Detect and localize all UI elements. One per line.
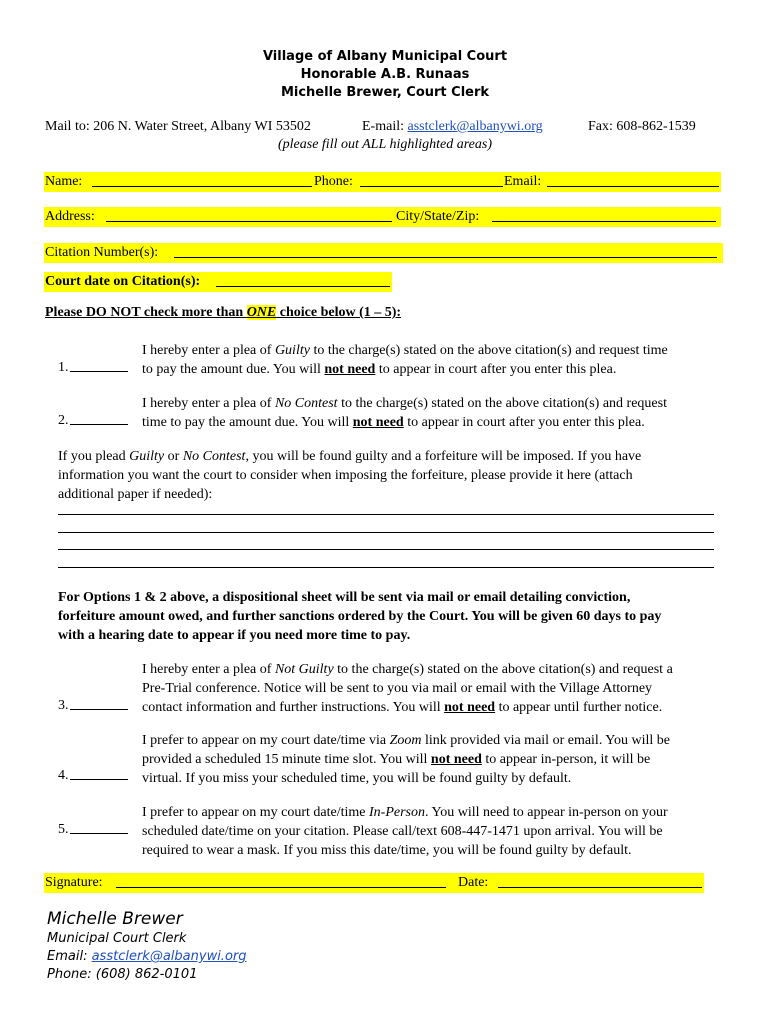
forfeiture-info: If you plead Guilty or No Contest, you will be found guilty and a forfeiture will be imposed. If you have information you want the court to consider when imposing the forfeiture, please provide it here (attach additional paper if needed): [58, 449, 642, 502]
citation-row [44, 243, 723, 263]
clerk-name: Michelle Brewer, Court Clerk [280, 85, 490, 100]
court-name: Village of Albany Municipal Court [262, 49, 508, 64]
date-input[interactable] [498, 875, 702, 888]
citation-label: Citation Number(s): [45, 245, 159, 260]
phone-label: Phone: [314, 174, 353, 189]
court-date-label: Court date on Citation(s): [45, 274, 201, 289]
option-5-checkbox[interactable] [70, 821, 128, 834]
email-label: E-mail: [362, 119, 408, 134]
footer-email-link[interactable]: asstclerk@albanywi.org [91, 949, 247, 964]
phone-input[interactable] [360, 174, 503, 187]
email-link[interactable]: asstclerk@albanywi.org [407, 119, 543, 134]
footer-phone: Phone: (608) 862-0101 [47, 967, 198, 982]
info-line-2[interactable] [58, 532, 714, 533]
email-field-label: Email: [504, 174, 542, 189]
option-2-checkbox[interactable] [70, 412, 128, 425]
address-row [44, 207, 721, 227]
info-line-1[interactable] [58, 514, 714, 515]
court-date-input[interactable] [216, 274, 390, 287]
address-input[interactable] [106, 209, 392, 222]
address-label: Address: [45, 209, 95, 224]
city-label: City/State/Zip: [396, 209, 480, 224]
name-input[interactable] [92, 174, 312, 187]
one-highlight: ONE [246, 305, 277, 320]
option-4-checkbox[interactable] [70, 767, 128, 780]
info-line-4[interactable] [58, 567, 714, 568]
mail-to-address: Mail to: 206 N. Water Street, Albany WI 53502 [45, 119, 311, 134]
option-3-text: I hereby enter a plea of Not Guilty to the charge(s) stated on the above citation(s) and request a Pre-Trial conference. Notice will be sent to you via mail or email with the Village Attorney contact information and further instructions. You will not need to appear until further notice. [142, 662, 673, 715]
court-date-row [44, 272, 392, 292]
signature-input[interactable] [116, 875, 446, 888]
option-4-number: 4. [58, 768, 69, 783]
option-2-number: 2. [58, 413, 69, 428]
city-state-zip-input[interactable] [492, 209, 716, 222]
option-4-text: I prefer to appear on my court date/time via Zoom link provided via mail or email. You will be provided a scheduled 15 minute time slot. You will not need to appear in-person, it will be virtual. If you miss your scheduled time, you will be found guilty by default. [142, 733, 671, 786]
email-input[interactable] [547, 174, 719, 187]
name-label: Name: [45, 174, 83, 189]
judge-name: Honorable A.B. Runaas [300, 67, 470, 82]
footer-title: Municipal Court Clerk [47, 931, 187, 946]
footer-email: Email: asstclerk@albanywi.org [47, 949, 247, 964]
signature-row [44, 873, 704, 893]
option-3-number: 3. [58, 698, 69, 713]
fax-number: Fax: 608-862-1539 [588, 119, 696, 134]
choice-instruction: Please DO NOT check more than ONE choice below (1 – 5): [45, 305, 402, 320]
option-5-text: I prefer to appear on my court date/time In-Person. You will need to appear in-person on your scheduled date/time on your citation. Please call/text 608-447-1471 upon arrival. You will be required to wear a mask. If you miss this date/time, you will be found guilty by default. [142, 805, 668, 858]
option-1-text: I hereby enter a plea of Guilty to the charge(s) stated on the above citation(s) and request time to pay the amount due. You will not need to appear in court after you enter this plea. [142, 343, 668, 377]
signature-label: Signature: [45, 875, 103, 890]
option-1-checkbox[interactable] [70, 359, 128, 372]
option-3-checkbox[interactable] [70, 697, 128, 710]
option-2-text: I hereby enter a plea of No Contest to the charge(s) stated on the above citation(s) and request time to pay the amount due. You will not need to appear in court after you enter this plea. [142, 396, 667, 430]
fill-note: (please fill out ALL highlighted areas) [277, 137, 493, 152]
name-phone-email-row [44, 172, 721, 192]
citation-input[interactable] [174, 245, 717, 258]
info-line-3[interactable] [58, 549, 714, 550]
option-5-number: 5. [58, 822, 69, 837]
date-label: Date: [458, 875, 489, 890]
dispositional-note: For Options 1 & 2 above, a dispositional sheet will be sent via mail or email detailing conviction, forfeiture amount owed, and further sanctions ordered by the Court. You will be given 60 days to pay with a hearing date to appear if you need more time to pay. [58, 590, 662, 643]
email-contact [362, 118, 543, 136]
footer-name: Michelle Brewer [47, 909, 183, 929]
option-1-number: 1. [58, 360, 69, 375]
